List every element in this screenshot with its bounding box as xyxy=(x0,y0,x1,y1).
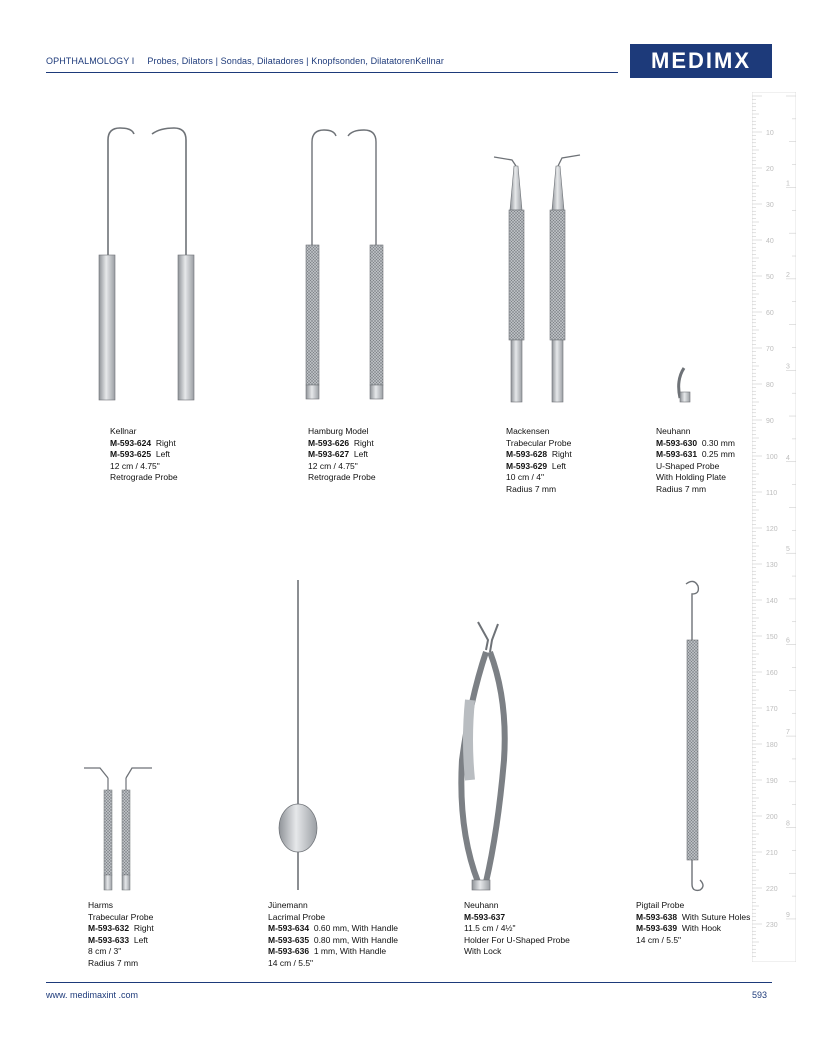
product-variant: Left xyxy=(551,460,567,471)
product-variant: 1 mm, With Handle xyxy=(313,946,387,956)
product-code: M-593-637 xyxy=(464,911,506,922)
product-desc: Holder For U-Shaped Probe xyxy=(464,934,570,945)
caption-mackensen xyxy=(506,426,572,495)
product-code: M-593-638 xyxy=(636,911,678,922)
product-code: M-593-626 xyxy=(308,437,350,448)
product-variant: Right xyxy=(155,437,176,448)
ruler-label-mm: 210 xyxy=(766,850,778,857)
product-code: M-593-629 xyxy=(506,460,548,471)
product-variant: 0.30 mm xyxy=(701,437,735,448)
caption-hamburg xyxy=(308,426,376,484)
ruler-label-mm: 70 xyxy=(766,346,774,353)
product-desc: Retrograde Probe xyxy=(308,472,376,482)
product-variant: Left xyxy=(353,449,369,459)
ruler-label-inch: 5 xyxy=(786,546,790,554)
product-name: Neuhann xyxy=(656,426,691,436)
product-name: Neuhann xyxy=(464,900,499,910)
product-name: Pigtail Probe xyxy=(636,900,685,910)
footer-divider xyxy=(46,982,772,983)
ruler-label-mm: 180 xyxy=(766,742,778,749)
ruler-label-mm: 30 xyxy=(766,202,774,209)
product-code-row xyxy=(506,449,572,461)
footer-website[interactable]: www. medimaxint .com xyxy=(46,990,139,1000)
product-variant: Right xyxy=(353,437,374,448)
product-name: Harms xyxy=(88,900,114,910)
product-code-row xyxy=(656,438,735,450)
ruler-label-mm: 90 xyxy=(766,418,774,425)
product-code-row xyxy=(88,923,154,935)
product-name: Mackensen xyxy=(506,426,550,436)
product-code: M-593-624 xyxy=(110,437,152,448)
pigtail-probe xyxy=(686,581,703,890)
caption-neuhann-holder xyxy=(464,900,570,958)
product-code-row xyxy=(268,935,398,947)
ruler-label-inch: 3 xyxy=(786,363,790,371)
caption-pigtail xyxy=(636,900,750,946)
hamburg-probe-left xyxy=(348,130,383,399)
product-code-row xyxy=(506,461,572,473)
ruler-label-mm: 40 xyxy=(766,238,774,245)
page-number: 593 xyxy=(752,990,768,1000)
kellnar-probe-right xyxy=(99,128,134,400)
product-type: Trabecular Probe xyxy=(88,911,154,922)
product-code-row xyxy=(308,438,376,450)
ruler-label-mm: 190 xyxy=(766,778,778,785)
product-desc: Radius 7 mm xyxy=(88,957,139,968)
product-size: 14 cm / 5.5" xyxy=(268,957,314,968)
product-code-row xyxy=(268,946,398,958)
product-code-row xyxy=(636,912,750,924)
product-code-row xyxy=(268,923,398,935)
product-variant: 0.60 mm, With Handle xyxy=(313,923,398,933)
logo-text: MEDIMX xyxy=(651,48,751,73)
product-size: 11.5 cm / 4½" xyxy=(464,923,516,933)
product-type: Lacrimal Probe xyxy=(268,911,326,922)
ruler-label-mm: 220 xyxy=(766,886,778,893)
ruler-label-mm: 20 xyxy=(766,166,774,173)
caption-junemann xyxy=(268,900,398,969)
product-code-row xyxy=(110,438,178,450)
product-desc: With Lock xyxy=(464,946,502,956)
ruler-label-mm: 80 xyxy=(766,382,774,389)
section-subtitle: Probes, Dilators | Sondas, Dilatadores | Knopfsonden, DilatatorenKellnar xyxy=(147,56,444,66)
product-code-row xyxy=(88,935,154,947)
product-code-row xyxy=(308,449,376,461)
ruler-label-mm: 120 xyxy=(766,526,778,533)
product-code: M-593-628 xyxy=(506,449,548,459)
product-variant: 0.25 mm xyxy=(701,449,735,459)
ruler-label-inch: 4 xyxy=(786,454,790,462)
ruler-label-mm: 130 xyxy=(766,562,778,569)
caption-kellnar xyxy=(110,426,178,484)
product-code-row xyxy=(636,923,750,935)
ruler-label-mm: 10 xyxy=(766,130,774,137)
ruler-label-mm: 170 xyxy=(766,706,778,713)
product-name: Kellnar xyxy=(110,426,137,436)
product-code-row xyxy=(656,449,735,461)
product-variant: With Hook xyxy=(681,923,722,933)
section-title: OPHTHALMOLOGY I xyxy=(46,56,135,66)
product-code: M-593-631 xyxy=(656,449,698,459)
caption-harms xyxy=(88,900,154,969)
product-desc: Radius 7 mm xyxy=(656,483,707,494)
product-size: 8 cm / 3" xyxy=(88,946,122,956)
hamburg-probe-right xyxy=(306,130,336,399)
product-size: 12 cm / 4.75" xyxy=(110,460,160,471)
ruler-label-mm: 110 xyxy=(766,490,778,497)
product-name: Hamburg Model xyxy=(308,426,369,436)
product-desc: Radius 7 mm xyxy=(506,483,557,494)
product-size: 10 cm / 4" xyxy=(506,472,544,482)
ruler-label-inch: 2 xyxy=(786,271,790,279)
neuhann-u-shaped-probe xyxy=(679,368,690,402)
product-code: M-593-627 xyxy=(308,449,350,459)
product-code: M-593-633 xyxy=(88,934,130,945)
product-code-row xyxy=(464,912,570,924)
ruler-label-mm: 200 xyxy=(766,814,778,821)
product-desc: With Holding Plate xyxy=(656,472,726,482)
ruler-label-inch: 6 xyxy=(786,637,790,645)
kellnar-probe-left xyxy=(152,128,194,400)
product-variant: Left xyxy=(155,449,171,459)
mackensen-probe-right xyxy=(494,157,524,402)
ruler-label-mm: 160 xyxy=(766,670,778,677)
product-code: M-593-634 xyxy=(268,923,310,933)
ruler-label-mm: 60 xyxy=(766,310,774,317)
product-code: M-593-639 xyxy=(636,923,678,933)
ruler-label-inch: 1 xyxy=(786,180,790,188)
caption-neuhann-u xyxy=(656,426,735,495)
product-code-row xyxy=(110,449,178,461)
product-code: M-593-636 xyxy=(268,946,310,956)
product-type: Trabecular Probe xyxy=(506,437,572,448)
product-variant: Right xyxy=(551,449,572,459)
mackensen-probe-left xyxy=(550,155,580,402)
product-variant: With Suture Holes xyxy=(681,911,751,922)
product-variant: Right xyxy=(133,923,154,933)
product-size: 12 cm / 4.75" xyxy=(308,460,358,471)
ruler-label-mm: 150 xyxy=(766,634,778,641)
product-desc: Retrograde Probe xyxy=(110,472,178,482)
product-variant: 0.80 mm, With Handle xyxy=(313,934,398,945)
product-code: M-593-632 xyxy=(88,923,130,933)
product-size: 14 cm / 5.5" xyxy=(636,934,682,945)
product-code: M-593-630 xyxy=(656,437,698,448)
ruler-label-mm: 50 xyxy=(766,274,774,281)
ruler-label-mm: 230 xyxy=(766,922,778,929)
ruler-label-inch: 9 xyxy=(786,911,790,919)
junemann-lacrimal-probe xyxy=(279,580,317,890)
ruler-label-mm: 140 xyxy=(766,598,778,605)
ruler-label-mm: 100 xyxy=(766,454,778,461)
neuhann-holder-with-lock xyxy=(461,622,504,890)
product-name: Jünemann xyxy=(268,900,308,910)
ruler-label-inch: 7 xyxy=(786,729,790,737)
ruler-label-inch: 8 xyxy=(786,820,790,828)
product-desc: U-Shaped Probe xyxy=(656,460,720,471)
product-code: M-593-625 xyxy=(110,449,152,459)
product-code: M-593-635 xyxy=(268,934,310,945)
harms-probe-right xyxy=(84,768,112,890)
harms-probe-left xyxy=(122,768,152,890)
product-variant: Left xyxy=(133,934,149,945)
